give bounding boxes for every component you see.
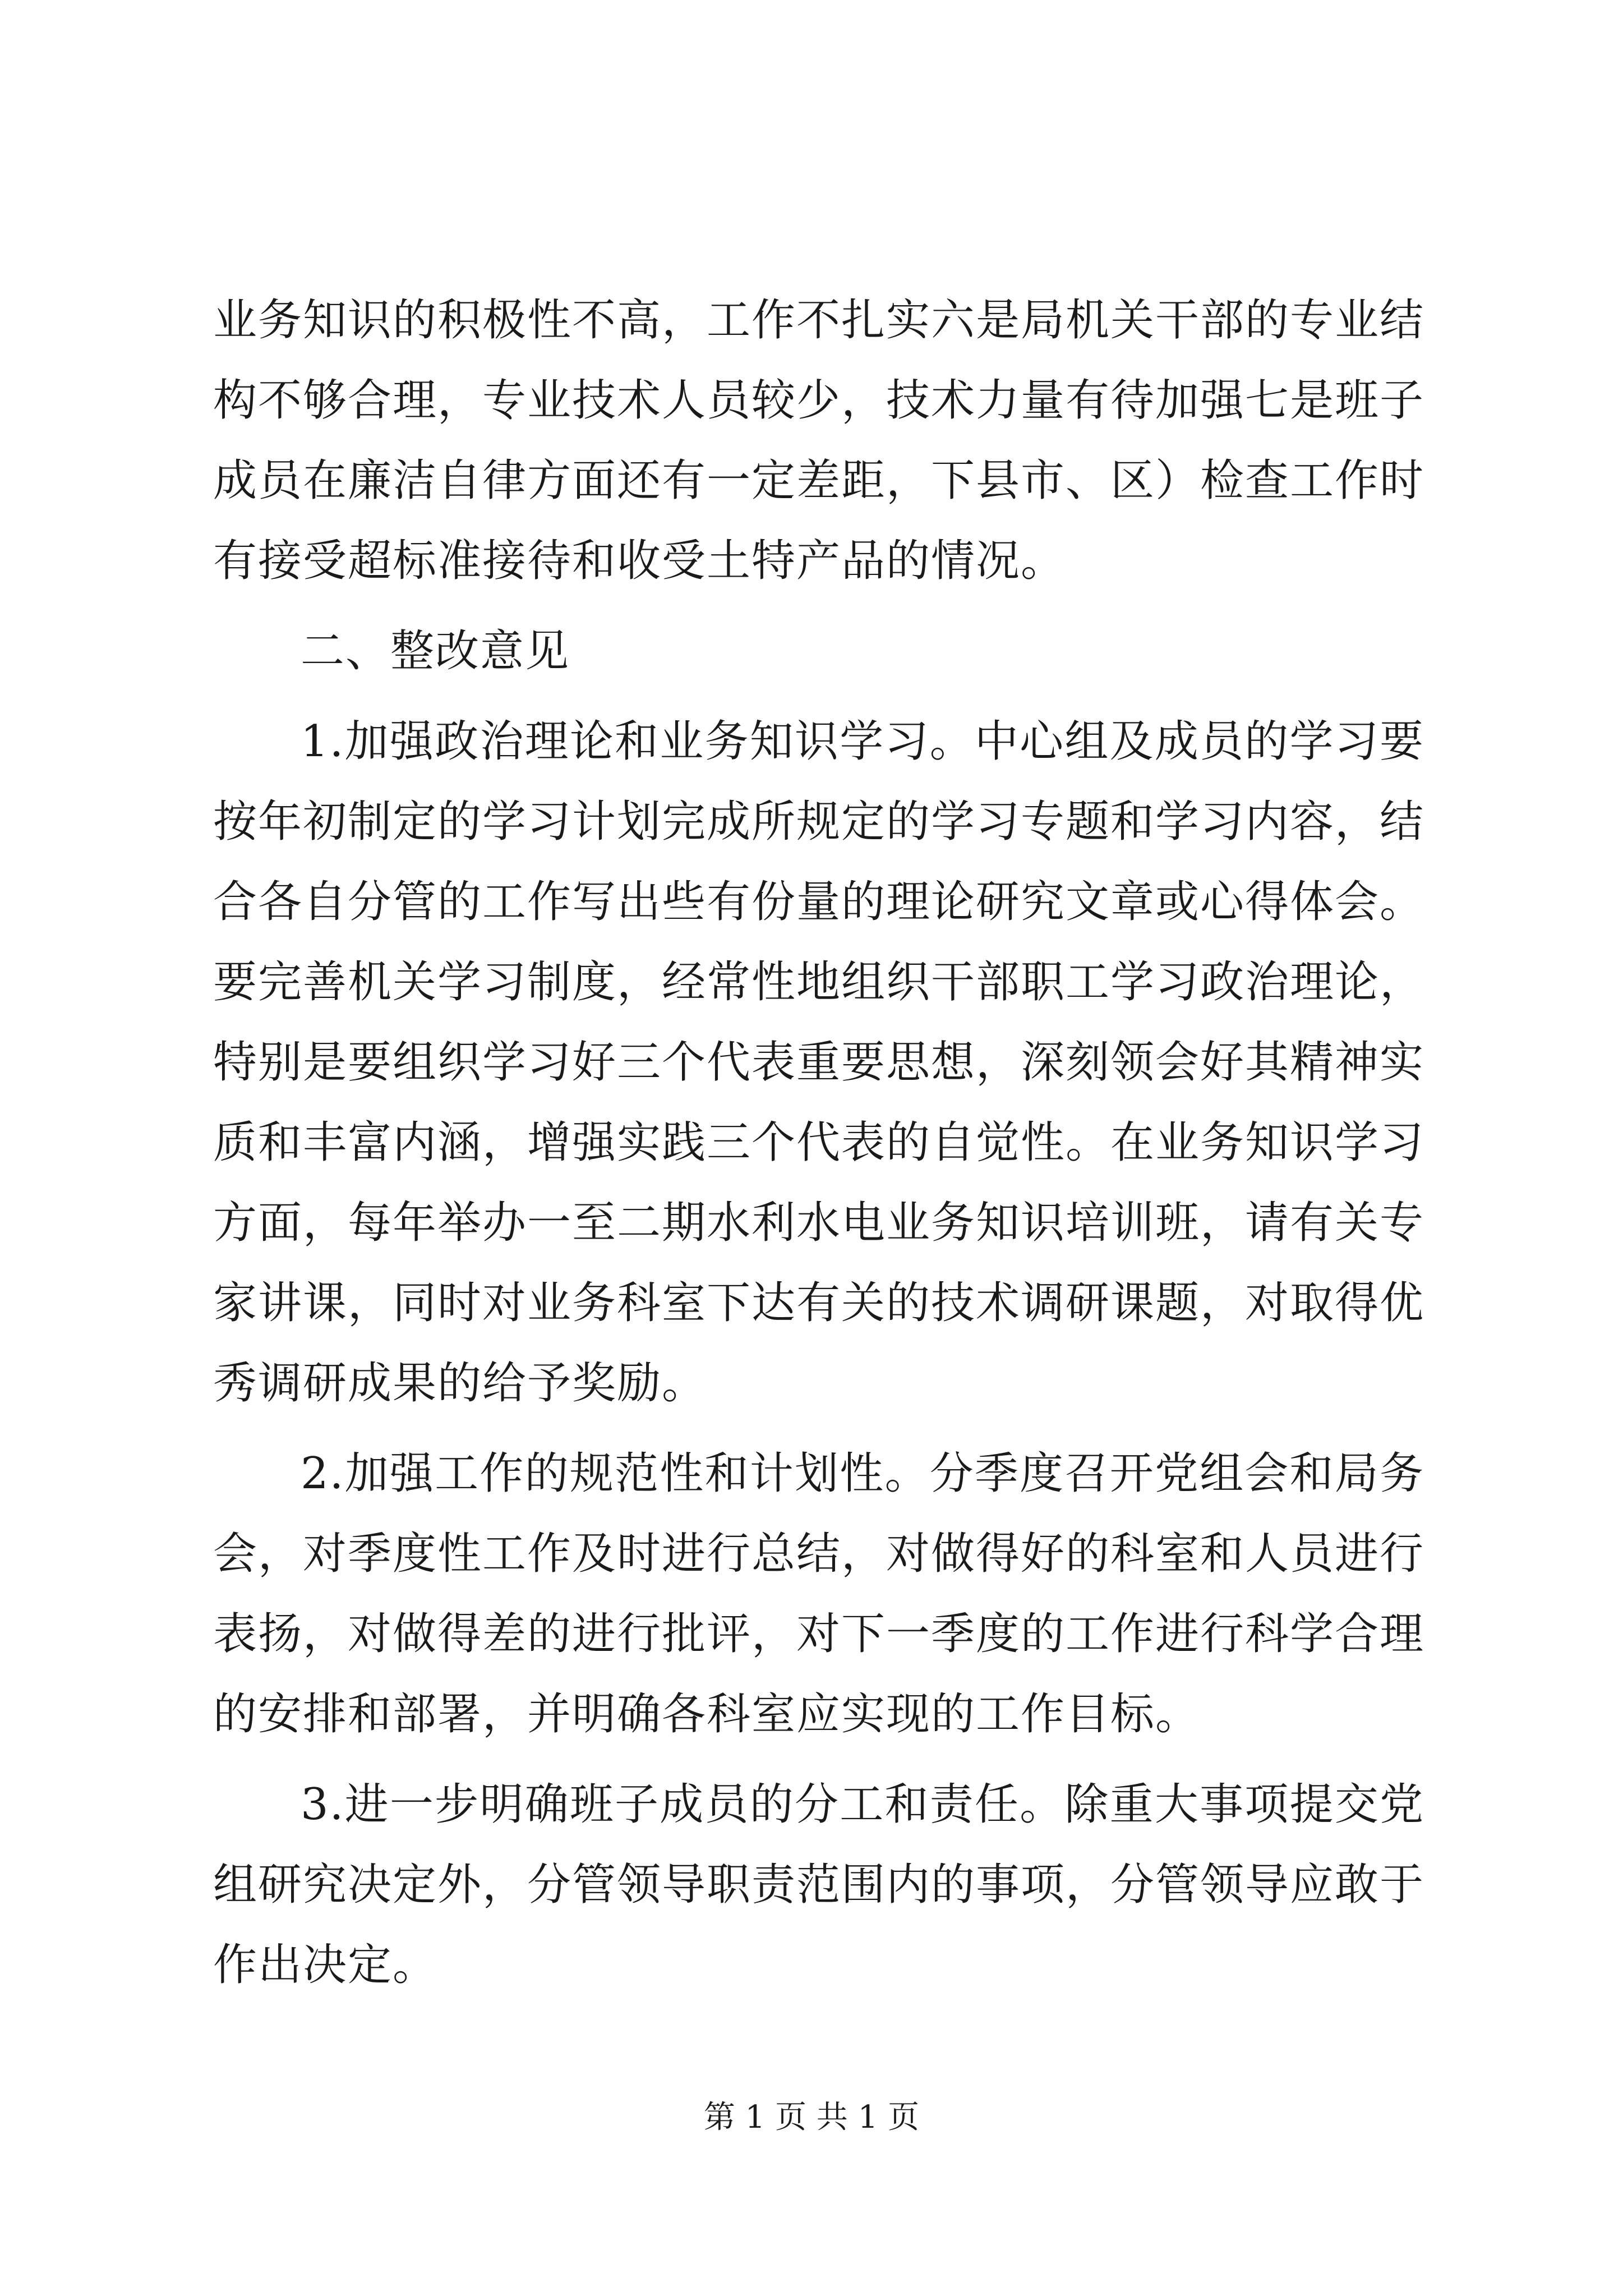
page-footer (0, 2098, 1623, 2137)
paragraph-item-2: 2.加强工作的规范性和计划性。分季度召开党组会和局务会，对季度性工作及时进行总结，对做得好的科室和人员进行表扬，对做得差的进行批评，对下一季度的工作进行科学合理的安排和部署，并明确各科室应实现的工作目标。 (213, 1448, 1425, 1740)
paragraph-item-3: 3.进一步明确班子成员的分工和责任。除重大事项提交党组研究决定外，分管领导职责范围内的事项，分管领导应敢于作出决定。 (213, 1779, 1425, 1990)
paragraph-continued: 业务知识的积极性不高，工作不扎实六是局机关干部的专业结构不够合理，专业技术人员较少，技术力量有待加强七是班子成员在廉洁自律方面还有一定差距，下县市、区）检查工作时有接受超标准接待和收受土特产品的情况。 (213, 295, 1425, 586)
page-indicator: 第 1 页 共 1 页 (703, 2099, 920, 2136)
document-body (213, 280, 1424, 2005)
paragraph-item-1: 1.加强政治理论和业务知识学习。中心组及成员的学习要按年初制定的学习计划完成所规定的学习专题和学习内容，结合各自分管的工作写出些有份量的理论研究文章或心得体会。要完善机关学习制度，经常性地组织干部职工学习政治理论，特别是要组织学习好三个代表重要思想，深刻领会好其精神实质和丰富内涵，增强实践三个代表的自觉性。在业务知识学习方面，每年举办一至二期水利水电业务知识培训班，请有关专家讲课，同时对业务科室下达有关的技术调研课题，对取得优秀调研成果的给予奖励。 (213, 716, 1425, 1409)
section-heading: 二、整改意见 (301, 626, 570, 677)
